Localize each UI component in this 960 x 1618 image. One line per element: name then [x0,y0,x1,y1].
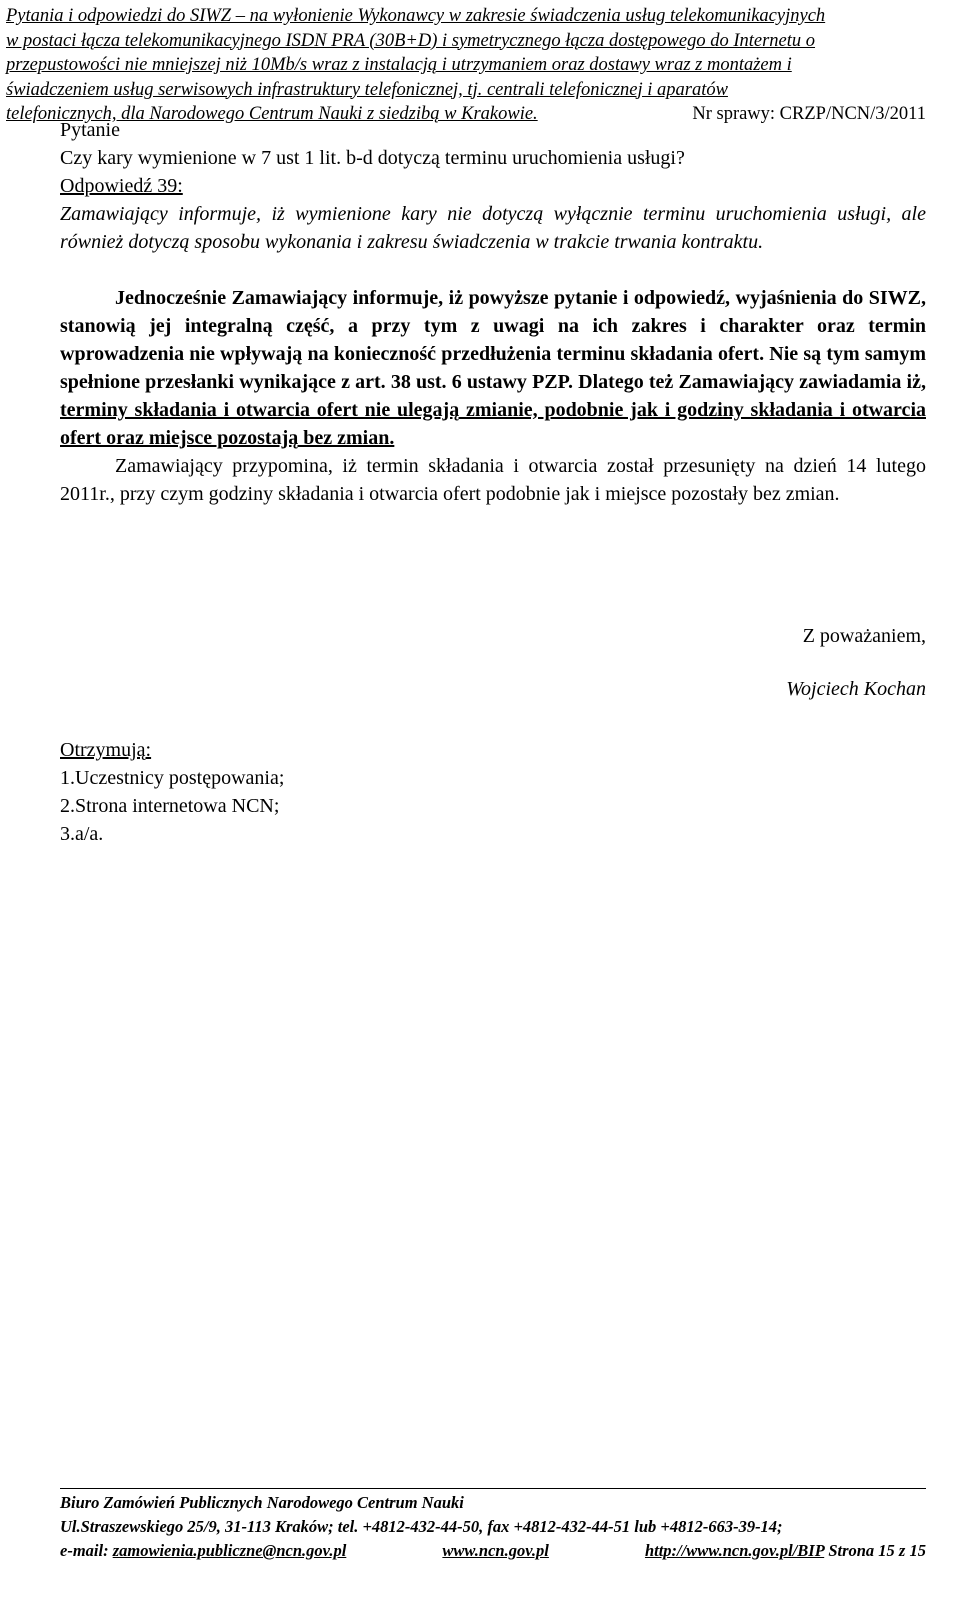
footer-email-label: e-mail: [60,1541,109,1560]
recipients-list [60,736,284,848]
footer-email-group [60,1539,346,1563]
reminder-paragraph: Zamawiający przypomina, iż termin składania i otwarcia został przesunięty na dzień 14 lutego 2011r., przy czym godziny składania i otwarcia ofert podobnie jak i miejsce pozostały bez zmian. [60,455,926,505]
question-text: Czy kary wymienione w 7 ust 1 lit. b-d dotyczą terminu uruchomienia usługi? [60,147,685,169]
document-footer [60,1488,926,1563]
footer-bip-link[interactable]: http://www.ncn.gov.pl/BIP [644,1541,825,1560]
footer-links [60,1539,926,1563]
signer-name: Wojciech Kochan [786,678,926,700]
notice-paragraph [60,284,926,452]
header-line-1: Pytania i odpowiedzi do SIWZ – na wyłonienie Wykonawcy w zakresie świadczenia usług telekomunikacyjnych [6,6,826,26]
document-header [6,4,926,127]
answer-label: Odpowiedź 39: [60,175,183,197]
footer-email-link[interactable]: zamowienia.publiczne@ncn.gov.pl [112,1541,347,1560]
recipients-label: Otrzymują: [60,739,152,761]
recipient-item: 2.Strona internetowa NCN; [60,795,280,817]
question-label: Pytanie [60,119,120,141]
recipient-item: 1.Uczestnicy postępowania; [60,767,285,789]
answer-text: Zamawiający informuje, iż wymienione kary nie dotyczą wyłącznie terminu uruchomienia usługi, ale również dotyczą sposobu wykonania i zakresu świadczenia w trakcie trwania kontraktu. [60,203,926,253]
header-line-4: świadczeniem usług serwisowych infrastruktury telefonicznej, tj. centrali telefonicznej i aparatów [6,79,728,100]
header-line-3: przepustowości nie mniejszej niż 10Mb/s wraz z instalacją i utrzymaniem oraz dostawy wraz z montażem i [6,55,792,75]
document-body [60,116,926,508]
footer-page-number: Strona 15 z 15 [828,1541,926,1560]
footer-bip-group [645,1539,926,1563]
case-number: Nr sprawy: CRZP/NCN/3/2011 [692,104,926,124]
notice-text: Jednocześnie Zamawiający informuje, iż powyższe pytanie i odpowiedź, wyjaśnienia do SIWZ, stanowią jej integralną część, a przy tym z uwagi na ich zakres i charakter oraz termin wprowadzenia nie wpływają na konieczność przedłużenia terminu składania ofert. Nie są tym samym spełnione przesłanki wynikające z art. 38 ust. 6 ustawy PZP. Dlatego też Zamawiający zawiadamia iż, [60,287,926,393]
footer-website-link[interactable]: www.ncn.gov.pl [442,1541,549,1560]
notice-underlined: terminy składania i otwarcia ofert nie ulegają zmianie, podobnie jak i godziny składania i otwarcia ofert oraz miejsce pozostają bez zmian. [60,399,926,449]
header-line-2: w postaci łącza telekomunikacyjnego ISDN PRA (30B+D) i symetrycznego łącza dostępowego do Internetu o [6,30,816,51]
header-line-5: telefonicznych, dla Narodowego Centrum Nauki z siedzibą w Krakowie. [6,104,538,124]
recipient-item: 3.a/a. [60,823,104,845]
footer-org: Biuro Zamówień Publicznych Narodowego Centrum Nauki [60,1493,464,1512]
closing-greeting: Z poważaniem, [802,625,926,647]
footer-address: Ul.Straszewskiego 25/9, 31-113 Kraków; tel. +4812-432-44-50, fax +4812-432-44-51 lub +4812-663-39-14; [60,1517,783,1536]
